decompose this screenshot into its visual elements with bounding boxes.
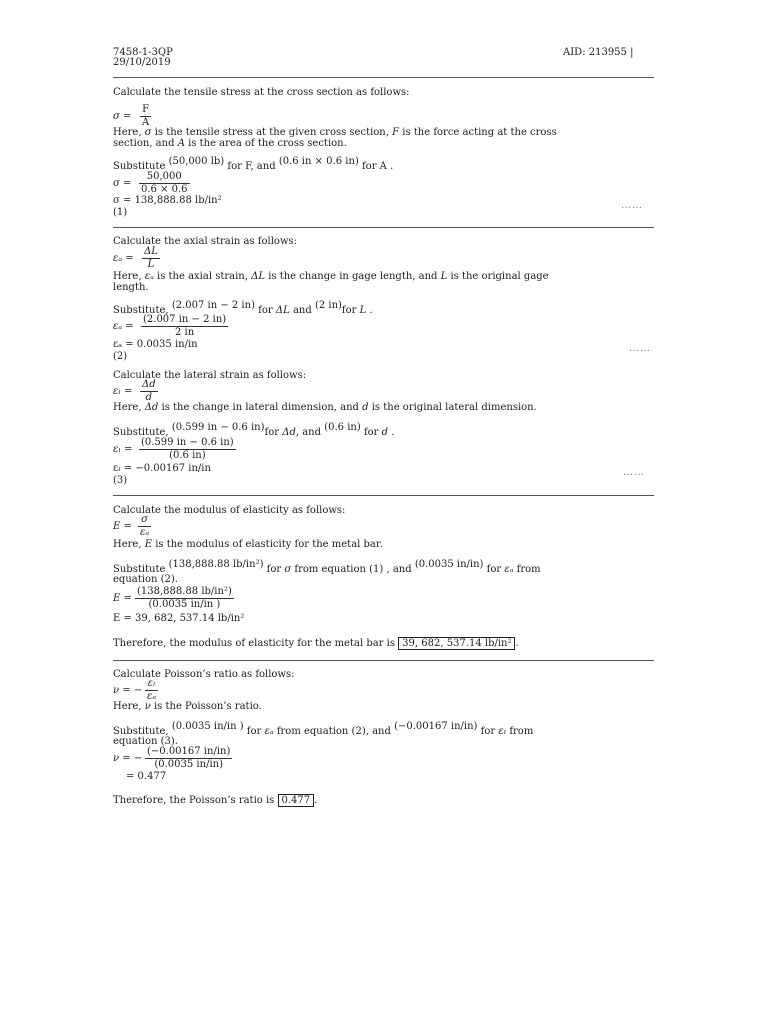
modulus-conclusion: Therefore, the modulus of elasticity for the metal bar is 39, 682, 537.14 lb/in² . xyxy=(113,638,519,649)
stress-result: σ = 138,888.88 lb/in² xyxy=(113,195,222,206)
axial-dots: …… xyxy=(629,343,651,354)
axial-intro: Calculate the axial strain as follows: xyxy=(113,236,298,247)
stress-formula-fraction xyxy=(140,104,151,129)
stress-formula-numerator: F xyxy=(140,104,151,117)
axial-formula-lhs: εₐ = xyxy=(113,253,134,264)
stress-calc-lhs: σ = xyxy=(113,178,132,189)
stress-formula-denominator: A xyxy=(142,117,150,128)
modulus-intro: Calculate the modulus of elasticity as follows: xyxy=(113,505,346,516)
modulus-formula-denominator: εₐ xyxy=(140,527,150,538)
modulus-substitute-line1: Substitute (138,888.88 lb/in²) for σ from equation (1) , and (0.0035 in/in) for εₐ from xyxy=(113,559,541,575)
axial-eq-number: (2) xyxy=(113,351,128,362)
stress-here-line1: Here, σ is the tensile stress at the given cross section, F is the force acting at the cross xyxy=(113,127,557,138)
lateral-dots: …… xyxy=(623,467,645,478)
lateral-eq-number: (3) xyxy=(113,475,128,486)
poisson-conclusion: Therefore, the Poisson’s ratio is 0.477 . xyxy=(113,795,318,806)
modulus-formula-numerator: σ xyxy=(138,514,151,527)
axial-calc-denominator: 2 in xyxy=(174,327,195,338)
modulus-calc-denominator: (0.0035 in/in ) xyxy=(148,599,221,610)
stress-calc-denominator: 0.6 × 0.6 xyxy=(141,184,188,195)
modulus-answer-box: 39, 682, 537.14 lb/in² xyxy=(398,637,515,650)
poisson-calc-denominator: (0.0035 in/in) xyxy=(154,759,223,770)
poisson-here-line: Here, ν is the Poisson’s ratio. xyxy=(113,701,262,712)
section-divider-3 xyxy=(113,660,654,661)
lateral-here-line: Here, Δd is the change in lateral dimension, and d is the original lateral dimension. xyxy=(113,402,537,413)
poisson-calc-numerator: (−0.00167 in/in) xyxy=(147,746,231,757)
modulus-calc-numerator: (138,888.88 lb/in²) xyxy=(137,586,232,597)
modulus-here-line: Here, E is the modulus of elasticity for the metal bar. xyxy=(113,539,383,550)
stress-intro: Calculate the tensile stress at the cross section as follows: xyxy=(113,87,410,98)
axial-formula-numerator: ΔL xyxy=(144,246,158,257)
poisson-substitute-line1: Substitute, (0.0035 in/in ) for εₐ from equation (2), and (−0.00167 in/in) for εₗ from xyxy=(113,721,534,737)
axial-calc-numerator: (2.007 in − 2 in) xyxy=(143,314,227,325)
lateral-calc-numerator: (0.599 in − 0.6 in) xyxy=(141,437,234,448)
modulus-formula-lhs: E = xyxy=(113,521,132,532)
poisson-formula-lhs: ν = − xyxy=(113,685,143,696)
axial-calc-fraction xyxy=(141,314,228,339)
poisson-result: = 0.477 xyxy=(126,771,167,782)
lateral-formula-lhs: εₗ = xyxy=(113,386,133,397)
axial-substitute-line: Substitute, (2.007 in − 2 in) for ΔL and (2 in)for L . xyxy=(113,300,373,316)
lateral-calc-lhs: εₗ = xyxy=(113,444,133,455)
poisson-calc-lhs: ν = − xyxy=(113,753,143,764)
header-divider xyxy=(113,77,654,78)
poisson-formula-fraction xyxy=(145,678,158,703)
stress-calc-numerator: 50,000 xyxy=(139,171,190,184)
section-divider-2 xyxy=(113,495,654,496)
stress-here-line2: section, and A is the area of the cross section. xyxy=(113,138,347,149)
axial-formula-fraction xyxy=(142,246,160,271)
lateral-intro: Calculate the lateral strain as follows: xyxy=(113,370,307,381)
poisson-substitute-line2: equation (3). xyxy=(113,736,178,747)
poisson-answer-box: 0.477 xyxy=(278,794,315,807)
section-divider-1 xyxy=(113,227,654,228)
modulus-calc-lhs: E = xyxy=(113,593,132,604)
lateral-formula-numerator: Δd xyxy=(142,379,156,390)
lateral-formula-fraction xyxy=(140,379,158,404)
stress-calc-fraction xyxy=(139,171,190,196)
axial-formula-denominator: L xyxy=(147,259,155,270)
stress-eq-number: (1) xyxy=(113,207,128,218)
axial-calc-lhs: εₐ = xyxy=(113,321,134,332)
lateral-substitute-line: Substitute, (0.599 in − 0.6 in)for Δd, and (0.6 in) for d . xyxy=(113,422,395,438)
axial-result: εₐ = 0.0035 in/in xyxy=(113,339,198,350)
lateral-formula-denominator: d xyxy=(145,392,153,403)
lateral-calc-denominator: (0.6 in) xyxy=(169,450,206,461)
aid-label: AID: 213955 | xyxy=(563,47,634,58)
poisson-intro: Calculate Poisson’s ratio as follows: xyxy=(113,669,295,680)
poisson-calc-fraction xyxy=(145,746,232,771)
poisson-formula-denominator: εₐ xyxy=(147,691,157,702)
modulus-calc-fraction xyxy=(135,586,234,611)
modulus-formula-fraction xyxy=(138,514,151,539)
doc-date: 29/10/2019 xyxy=(113,57,171,68)
lateral-result: εₗ = −0.00167 in/in xyxy=(113,463,211,474)
lateral-calc-fraction xyxy=(139,437,236,462)
axial-here-line2: length. xyxy=(113,282,149,293)
stress-formula-lhs: σ = xyxy=(113,111,132,122)
axial-here-line1: Here, εₐ is the axial strain, ΔL is the change in gage length, and L is the original gage xyxy=(113,271,549,282)
stress-substitute-line: Substitute (50,000 lb) for F, and (0.6 in × 0.6 in) for A . xyxy=(113,156,394,172)
stress-dots: …… xyxy=(621,200,643,211)
modulus-result: E = 39, 682, 537.14 lb/in² xyxy=(113,613,245,624)
poisson-formula-numerator: εₗ xyxy=(145,678,158,691)
doc-code: 7458-1-3QP xyxy=(113,47,173,58)
modulus-substitute-line2: equation (2). xyxy=(113,574,178,585)
